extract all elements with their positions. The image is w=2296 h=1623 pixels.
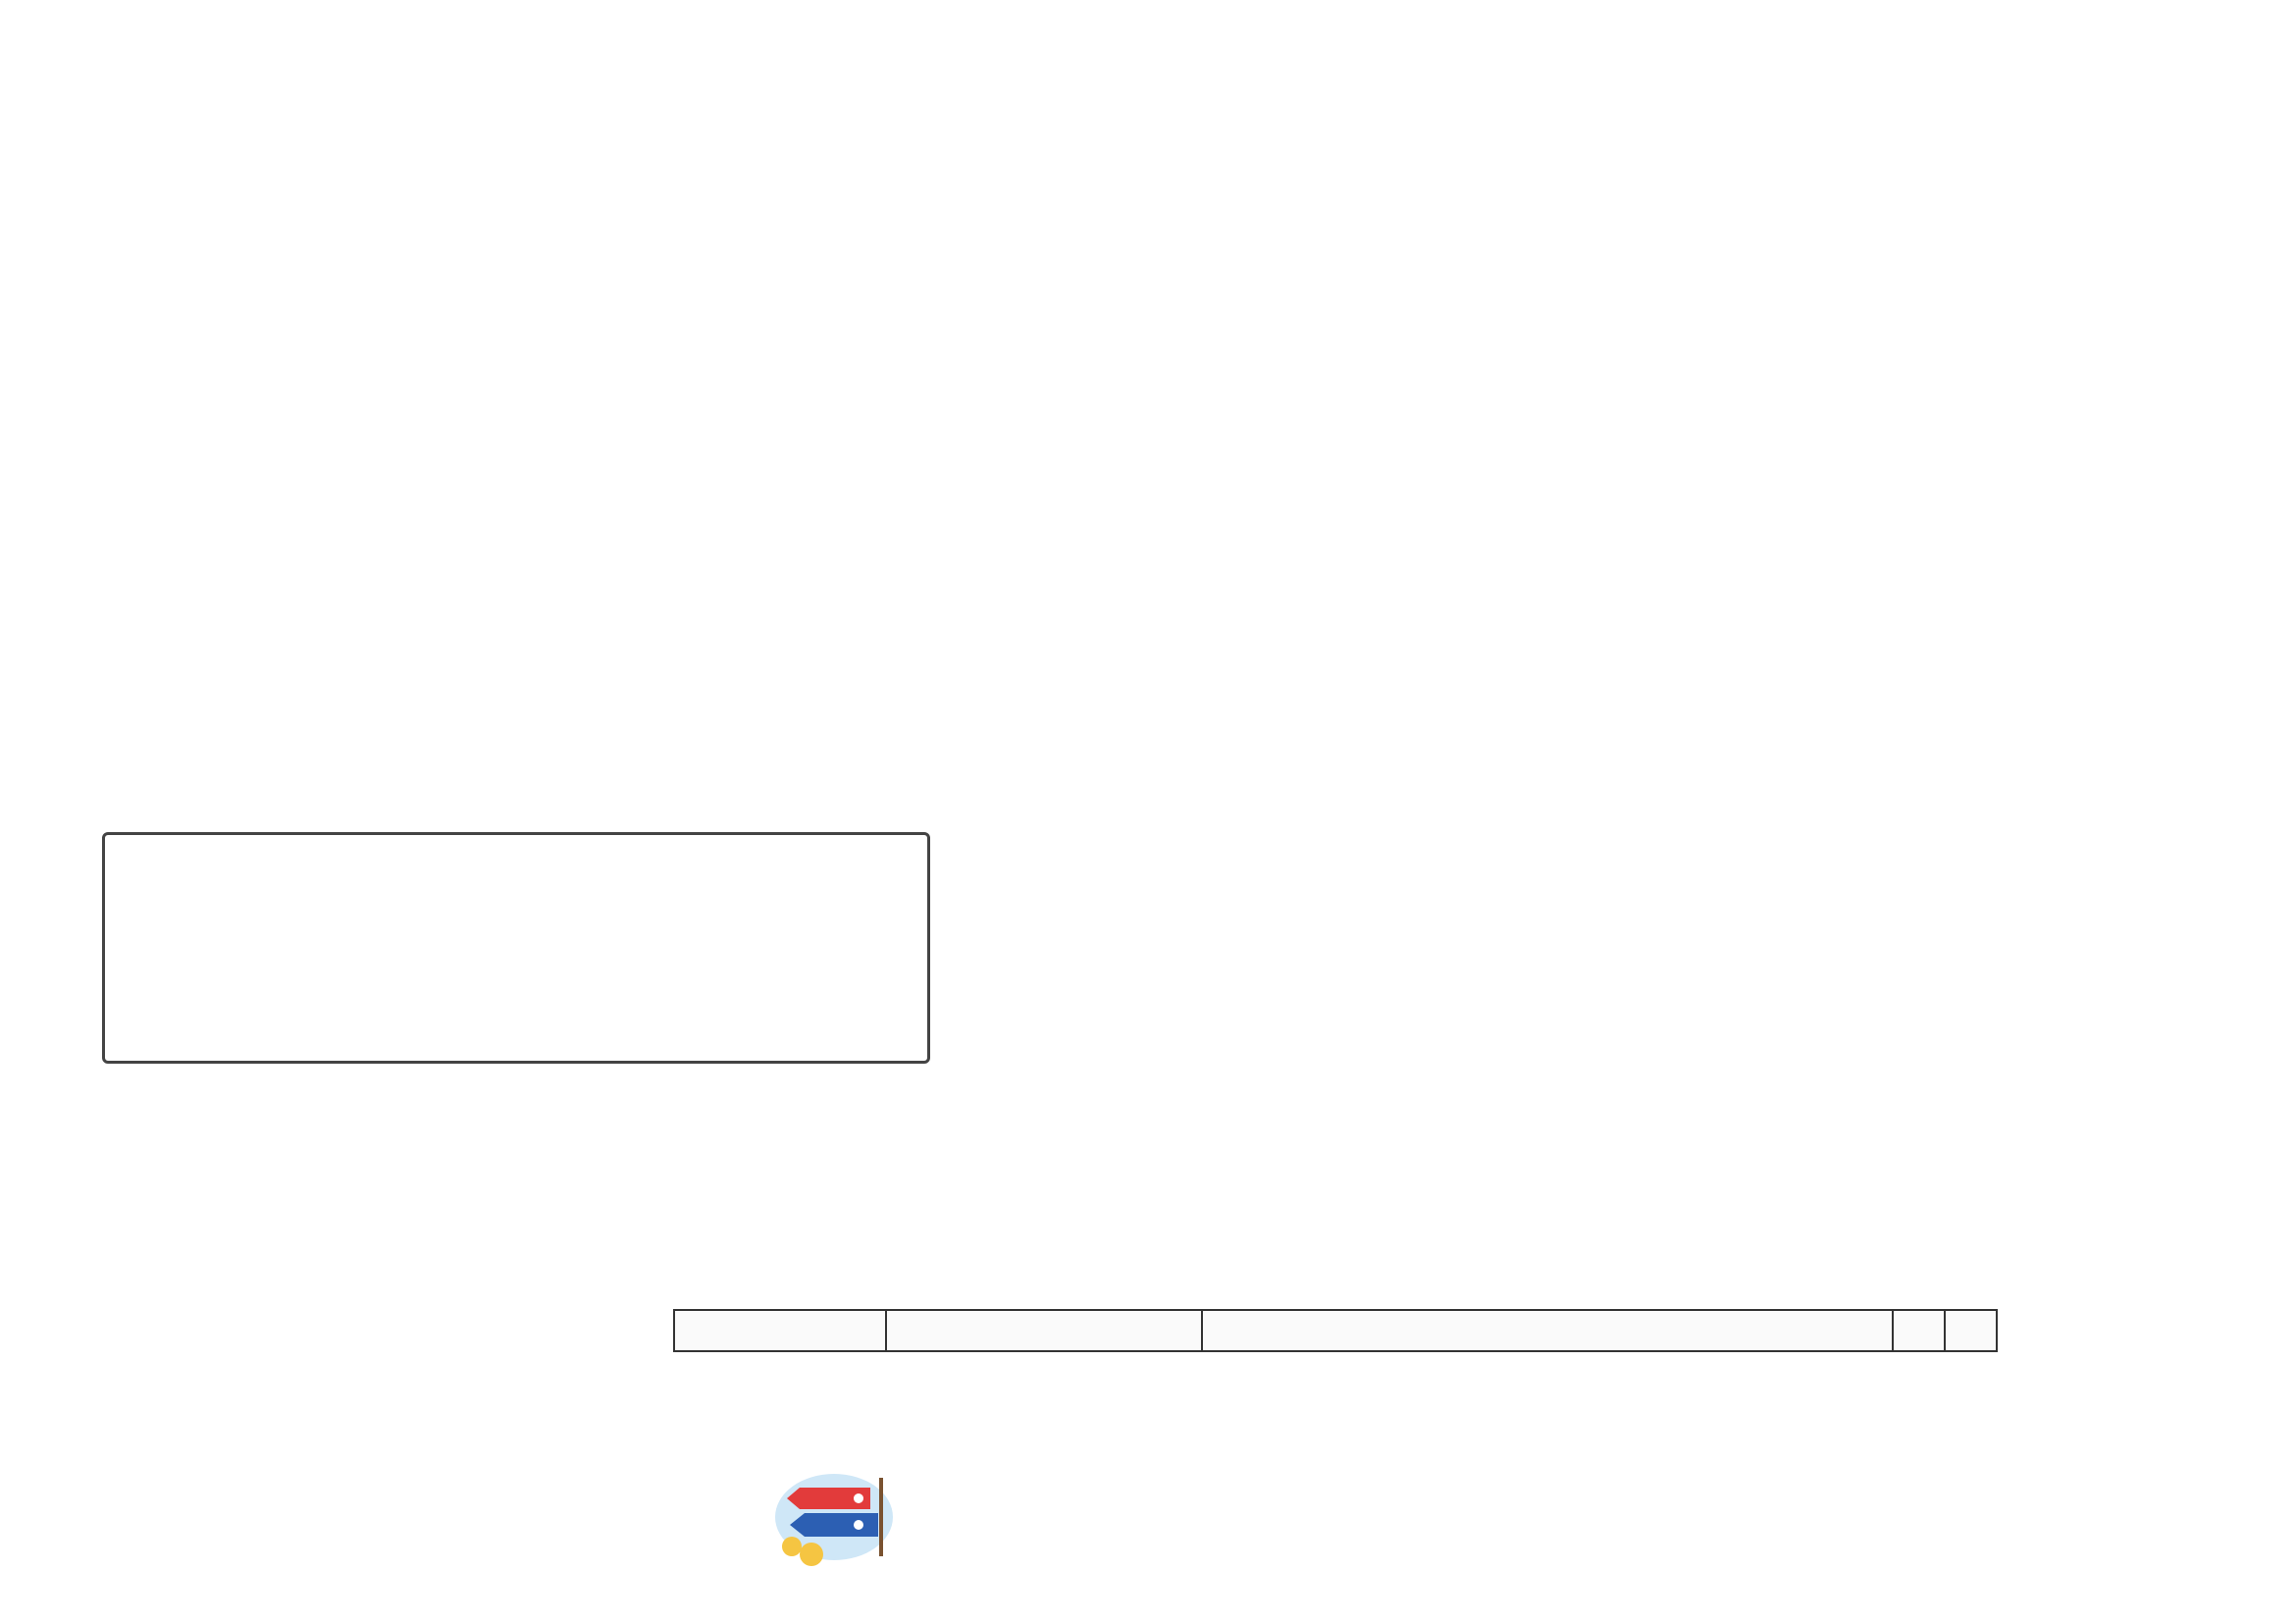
- col-day: [1945, 1310, 1997, 1351]
- col-snack: [886, 1310, 1202, 1351]
- col-infant-snack: [674, 1310, 886, 1351]
- season-body: [105, 1018, 927, 1039]
- menu-table: [673, 1309, 1998, 1352]
- col-menu: [1202, 1310, 1893, 1351]
- menu-table-header: [674, 1310, 1997, 1351]
- koinobori-mascot-illustration: [770, 1468, 898, 1576]
- col-weekday: [1893, 1310, 1945, 1351]
- season-box: [102, 832, 930, 1064]
